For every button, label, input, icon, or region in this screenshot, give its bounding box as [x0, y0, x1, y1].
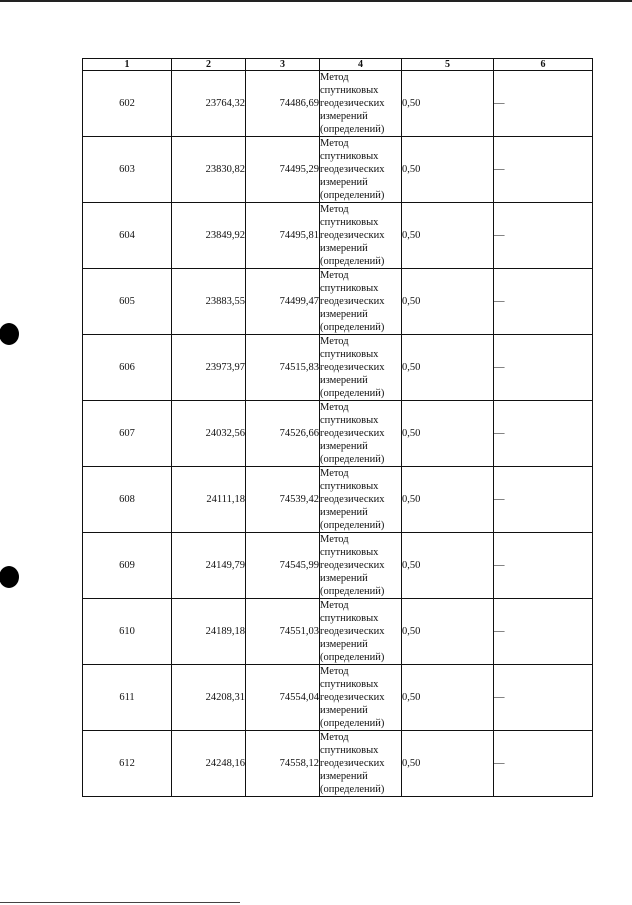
column-header: 4 — [320, 59, 402, 71]
point-number-cell: 608 — [83, 467, 172, 533]
point-number-cell: 612 — [83, 731, 172, 797]
point-number-cell: 607 — [83, 401, 172, 467]
point-number-cell: 609 — [83, 533, 172, 599]
method-text-line: (определений) — [320, 190, 385, 201]
accuracy-cell: 0,50 — [402, 335, 494, 401]
accuracy-cell: 0,50 — [402, 731, 494, 797]
method-cell — [320, 203, 402, 269]
method-text-line: измерений — [320, 441, 368, 452]
method-text-line: Метод — [320, 534, 349, 545]
table-row — [83, 401, 593, 467]
method-text-line: Метод — [320, 270, 349, 281]
method-cell — [320, 335, 402, 401]
column-header: 2 — [172, 59, 246, 71]
accuracy-cell: 0,50 — [402, 665, 494, 731]
y-coordinate-cell: 74551,03 — [246, 599, 320, 665]
accuracy-cell: 0,50 — [402, 401, 494, 467]
table-row — [83, 335, 593, 401]
method-text-line: спутниковых — [320, 349, 379, 360]
note-cell: — — [494, 71, 593, 137]
accuracy-cell: 0,50 — [402, 203, 494, 269]
method-text-line: спутниковых — [320, 547, 379, 558]
scan-top-edge — [0, 0, 632, 2]
method-text-line: (определений) — [320, 256, 385, 267]
point-number-cell: 606 — [83, 335, 172, 401]
method-text-line: спутниковых — [320, 613, 379, 624]
method-text-line: (определений) — [320, 124, 385, 135]
method-text-line: Метод — [320, 732, 349, 743]
y-coordinate-cell: 74539,42 — [246, 467, 320, 533]
accuracy-cell: 0,50 — [402, 269, 494, 335]
column-header: 1 — [83, 59, 172, 71]
method-text-line: геодезических — [320, 296, 385, 307]
x-coordinate-cell: 23849,92 — [172, 203, 246, 269]
table-row — [83, 269, 593, 335]
note-cell: — — [494, 137, 593, 203]
method-text-line: геодезических — [320, 494, 385, 505]
method-text-line: Метод — [320, 600, 349, 611]
table-row — [83, 71, 593, 137]
method-text-line: (определений) — [320, 586, 385, 597]
method-text-line: измерений — [320, 111, 368, 122]
method-text-line: спутниковых — [320, 679, 379, 690]
table-header-row — [83, 59, 593, 71]
x-coordinate-cell: 23764,32 — [172, 71, 246, 137]
y-coordinate-cell: 74499,47 — [246, 269, 320, 335]
table-row — [83, 731, 593, 797]
method-text-line: (определений) — [320, 718, 385, 729]
method-text-line: спутниковых — [320, 415, 379, 426]
point-number-cell: 603 — [83, 137, 172, 203]
x-coordinate-cell: 23830,82 — [172, 137, 246, 203]
method-text-line: измерений — [320, 309, 368, 320]
method-text-line: спутниковых — [320, 151, 379, 162]
method-cell — [320, 269, 402, 335]
note-cell: — — [494, 335, 593, 401]
method-text-line: (определений) — [320, 454, 385, 465]
accuracy-cell: 0,50 — [402, 467, 494, 533]
note-cell: — — [494, 599, 593, 665]
method-cell — [320, 467, 402, 533]
method-text-line: спутниковых — [320, 217, 379, 228]
table-body — [83, 71, 593, 797]
y-coordinate-cell: 74526,66 — [246, 401, 320, 467]
method-text-line: измерений — [320, 639, 368, 650]
note-cell: — — [494, 203, 593, 269]
table-row — [83, 665, 593, 731]
coordinates-table — [82, 58, 593, 797]
punch-hole-mark — [0, 323, 19, 345]
method-text-line: измерений — [320, 705, 368, 716]
x-coordinate-cell: 23883,55 — [172, 269, 246, 335]
point-number-cell: 611 — [83, 665, 172, 731]
y-coordinate-cell: 74515,83 — [246, 335, 320, 401]
method-text-line: геодезических — [320, 98, 385, 109]
point-number-cell: 602 — [83, 71, 172, 137]
method-text-line: Метод — [320, 402, 349, 413]
column-header: 6 — [494, 59, 593, 71]
method-text-line: (определений) — [320, 784, 385, 795]
method-text-line: спутниковых — [320, 85, 379, 96]
column-header: 3 — [246, 59, 320, 71]
method-cell — [320, 533, 402, 599]
method-text-line: геодезических — [320, 626, 385, 637]
method-text-line: измерений — [320, 573, 368, 584]
method-text-line: (определений) — [320, 652, 385, 663]
table-row — [83, 203, 593, 269]
note-cell: — — [494, 731, 593, 797]
note-cell: — — [494, 533, 593, 599]
point-number-cell: 605 — [83, 269, 172, 335]
method-text-line: измерений — [320, 243, 368, 254]
method-text-line: Метод — [320, 666, 349, 677]
point-number-cell: 610 — [83, 599, 172, 665]
method-text-line: геодезических — [320, 428, 385, 439]
method-text-line: геодезических — [320, 230, 385, 241]
x-coordinate-cell: 24149,79 — [172, 533, 246, 599]
x-coordinate-cell: 24248,16 — [172, 731, 246, 797]
method-text-line: геодезических — [320, 560, 385, 571]
punch-hole-mark — [0, 566, 19, 588]
column-header: 5 — [402, 59, 494, 71]
table-row — [83, 137, 593, 203]
method-text-line: (определений) — [320, 520, 385, 531]
method-text-line: спутниковых — [320, 481, 379, 492]
method-cell — [320, 665, 402, 731]
x-coordinate-cell: 23973,97 — [172, 335, 246, 401]
note-cell: — — [494, 401, 593, 467]
method-text-line: измерений — [320, 507, 368, 518]
method-text-line: (определений) — [320, 388, 385, 399]
method-text-line: геодезических — [320, 164, 385, 175]
method-cell — [320, 137, 402, 203]
method-text-line: геодезических — [320, 692, 385, 703]
method-text-line: Метод — [320, 204, 349, 215]
y-coordinate-cell: 74495,81 — [246, 203, 320, 269]
method-cell — [320, 401, 402, 467]
point-number-cell: 604 — [83, 203, 172, 269]
x-coordinate-cell: 24208,31 — [172, 665, 246, 731]
method-text-line: геодезических — [320, 758, 385, 769]
note-cell: — — [494, 269, 593, 335]
y-coordinate-cell: 74486,69 — [246, 71, 320, 137]
accuracy-cell: 0,50 — [402, 599, 494, 665]
y-coordinate-cell: 74554,04 — [246, 665, 320, 731]
method-text-line: Метод — [320, 336, 349, 347]
y-coordinate-cell: 74495,29 — [246, 137, 320, 203]
table-row — [83, 467, 593, 533]
y-coordinate-cell: 74558,12 — [246, 731, 320, 797]
method-cell — [320, 599, 402, 665]
x-coordinate-cell: 24111,18 — [172, 467, 246, 533]
y-coordinate-cell: 74545,99 — [246, 533, 320, 599]
method-text-line: измерений — [320, 771, 368, 782]
method-text-line: спутниковых — [320, 283, 379, 294]
note-cell: — — [494, 467, 593, 533]
method-text-line: измерений — [320, 177, 368, 188]
note-cell: — — [494, 665, 593, 731]
method-text-line: Метод — [320, 468, 349, 479]
x-coordinate-cell: 24032,56 — [172, 401, 246, 467]
x-coordinate-cell: 24189,18 — [172, 599, 246, 665]
method-text-line: Метод — [320, 138, 349, 149]
accuracy-cell: 0,50 — [402, 137, 494, 203]
table-row — [83, 533, 593, 599]
method-text-line: (определений) — [320, 322, 385, 333]
accuracy-cell: 0,50 — [402, 533, 494, 599]
method-cell — [320, 731, 402, 797]
accuracy-cell: 0,50 — [402, 71, 494, 137]
method-text-line: Метод — [320, 72, 349, 83]
scan-bottom-edge — [0, 902, 240, 903]
method-text-line: измерений — [320, 375, 368, 386]
method-cell — [320, 71, 402, 137]
method-text-line: спутниковых — [320, 745, 379, 756]
method-text-line: геодезических — [320, 362, 385, 373]
table-row — [83, 599, 593, 665]
